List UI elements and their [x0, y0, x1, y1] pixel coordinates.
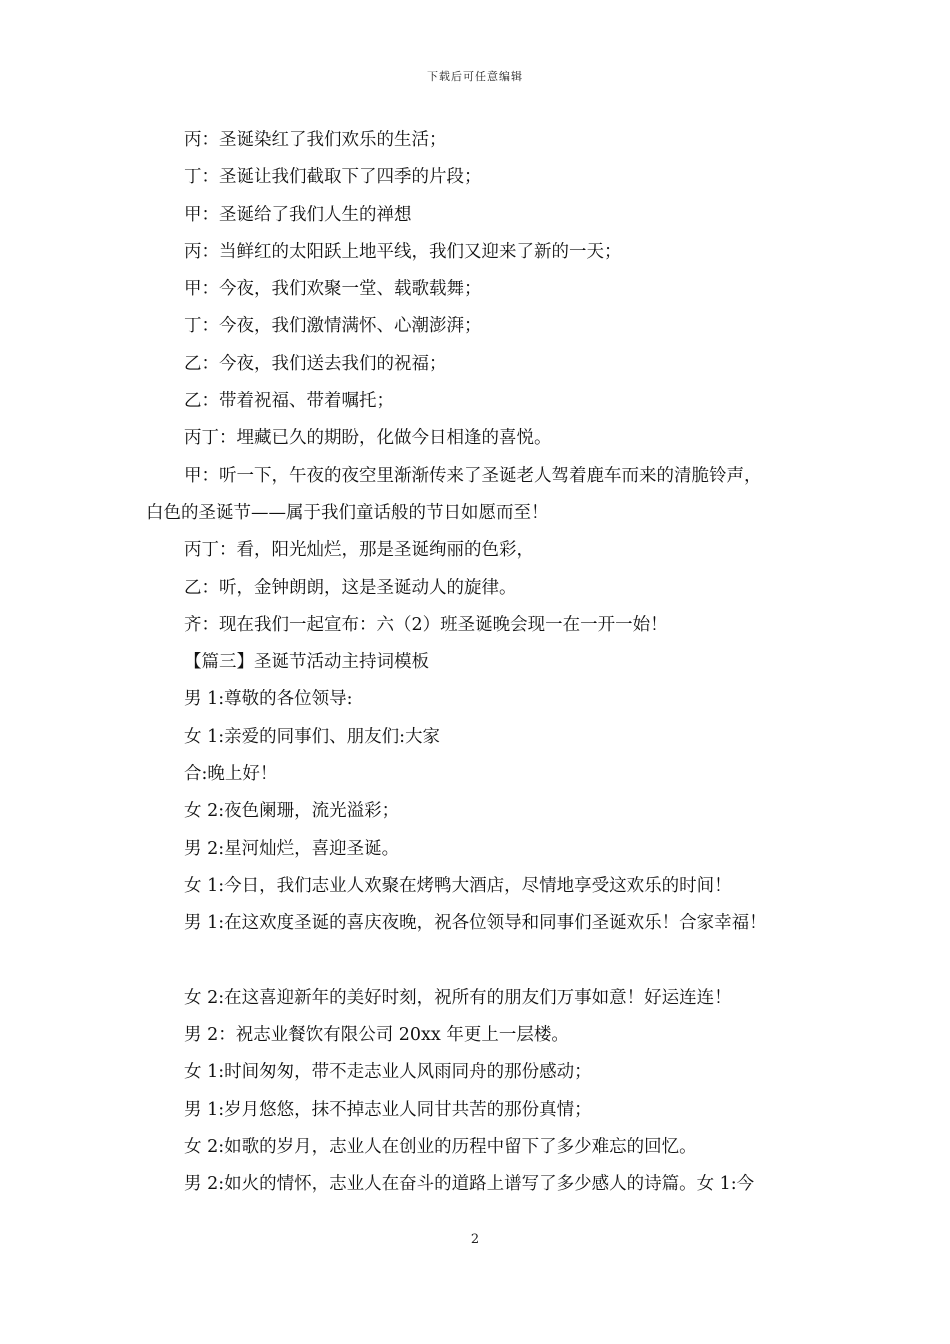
- paragraph-line: 丙：圣诞染红了我们欢乐的生活；: [184, 130, 447, 150]
- paragraph-line: 丁：今夜，我们激情满怀、心潮澎湃；: [184, 316, 482, 337]
- paragraph-line: 甲：听一下，午夜的夜空里渐渐传来了圣诞老人驾着鹿车而来的清脆铃声，: [184, 465, 762, 486]
- paragraph-line: 女 2:如歌的岁月，志业人在创业的历程中留下了多少难忘的回忆。: [184, 1137, 697, 1158]
- paragraph-line: 男 2:星河灿烂，喜迎圣诞。: [184, 838, 400, 859]
- paragraph-line: 乙：今夜，我们送去我们的祝福；: [184, 353, 447, 374]
- paragraph-line: 男 1:岁月悠悠，抹不掉志业人同甘共苦的那份真情；: [184, 1099, 592, 1120]
- paragraph-line: 甲：圣诞给了我们人生的禅想: [184, 204, 412, 225]
- paragraph-line: 女 2:夜色阑珊，流光溢彩；: [184, 801, 400, 822]
- paragraph-line: 丙丁：埋藏已久的期盼，化做今日相逢的喜悦。: [184, 428, 552, 449]
- paragraph-line: 男 1:在这欢度圣诞的喜庆夜晚，祝各位领导和同事们圣诞欢乐！合家幸福！: [184, 913, 767, 934]
- section-heading: 【篇三】圣诞节活动主持词模板: [184, 652, 429, 673]
- paragraph-line: 乙：带着祝福、带着嘱托；: [184, 391, 394, 412]
- paragraph-line: 男 2：祝志业餐饮有限公司 20xx 年更上一层楼。: [184, 1025, 569, 1046]
- paragraph-line: 丙：当鲜红的太阳跃上地平线，我们又迎来了新的一天；: [184, 241, 622, 262]
- paragraph-line: 女 1:今日，我们志业人欢聚在烤鸭大酒店，尽情地享受这欢乐的时间！: [184, 875, 732, 896]
- paragraph-line: 男 2:如火的情怀，志业人在奋斗的道路上谱写了多少感人的诗篇。女 1:今: [184, 1174, 755, 1195]
- document-body: [146, 122, 826, 1204]
- paragraph-line: 女 1:时间匆匆，带不走志业人风雨同舟的那份感动；: [184, 1062, 592, 1083]
- blank-line: [146, 943, 826, 980]
- paragraph-continuation: 白色的圣诞节——属于我们童话般的节日如愿而至！: [146, 502, 549, 523]
- paragraph-line: 男 1:尊敬的各位领导:: [184, 689, 353, 710]
- page-header: 下载后可任意编辑: [427, 70, 523, 83]
- paragraph-line: 丙丁：看，阳光灿烂，那是圣诞绚丽的色彩，: [184, 540, 534, 561]
- page-number: 2: [470, 1232, 480, 1247]
- paragraph-line: 合:晚上好！: [184, 764, 278, 785]
- paragraph-line: 乙：听，金钟朗朗，这是圣诞动人的旋律。: [184, 577, 517, 598]
- paragraph-line: 女 1:亲爱的同事们、朋友们:大家: [184, 726, 440, 747]
- paragraph-line: 女 2:在这喜迎新年的美好时刻，祝所有的朋友们万事如意！好运连连！: [184, 987, 732, 1008]
- paragraph-line: 甲：今夜，我们欢聚一堂、载歌载舞；: [184, 279, 482, 300]
- paragraph-line: 齐：现在我们一起宣布：六（2）班圣诞晚会现一在一开一始！: [184, 614, 668, 635]
- paragraph-line: 丁：圣诞让我们截取下了四季的片段；: [184, 167, 482, 188]
